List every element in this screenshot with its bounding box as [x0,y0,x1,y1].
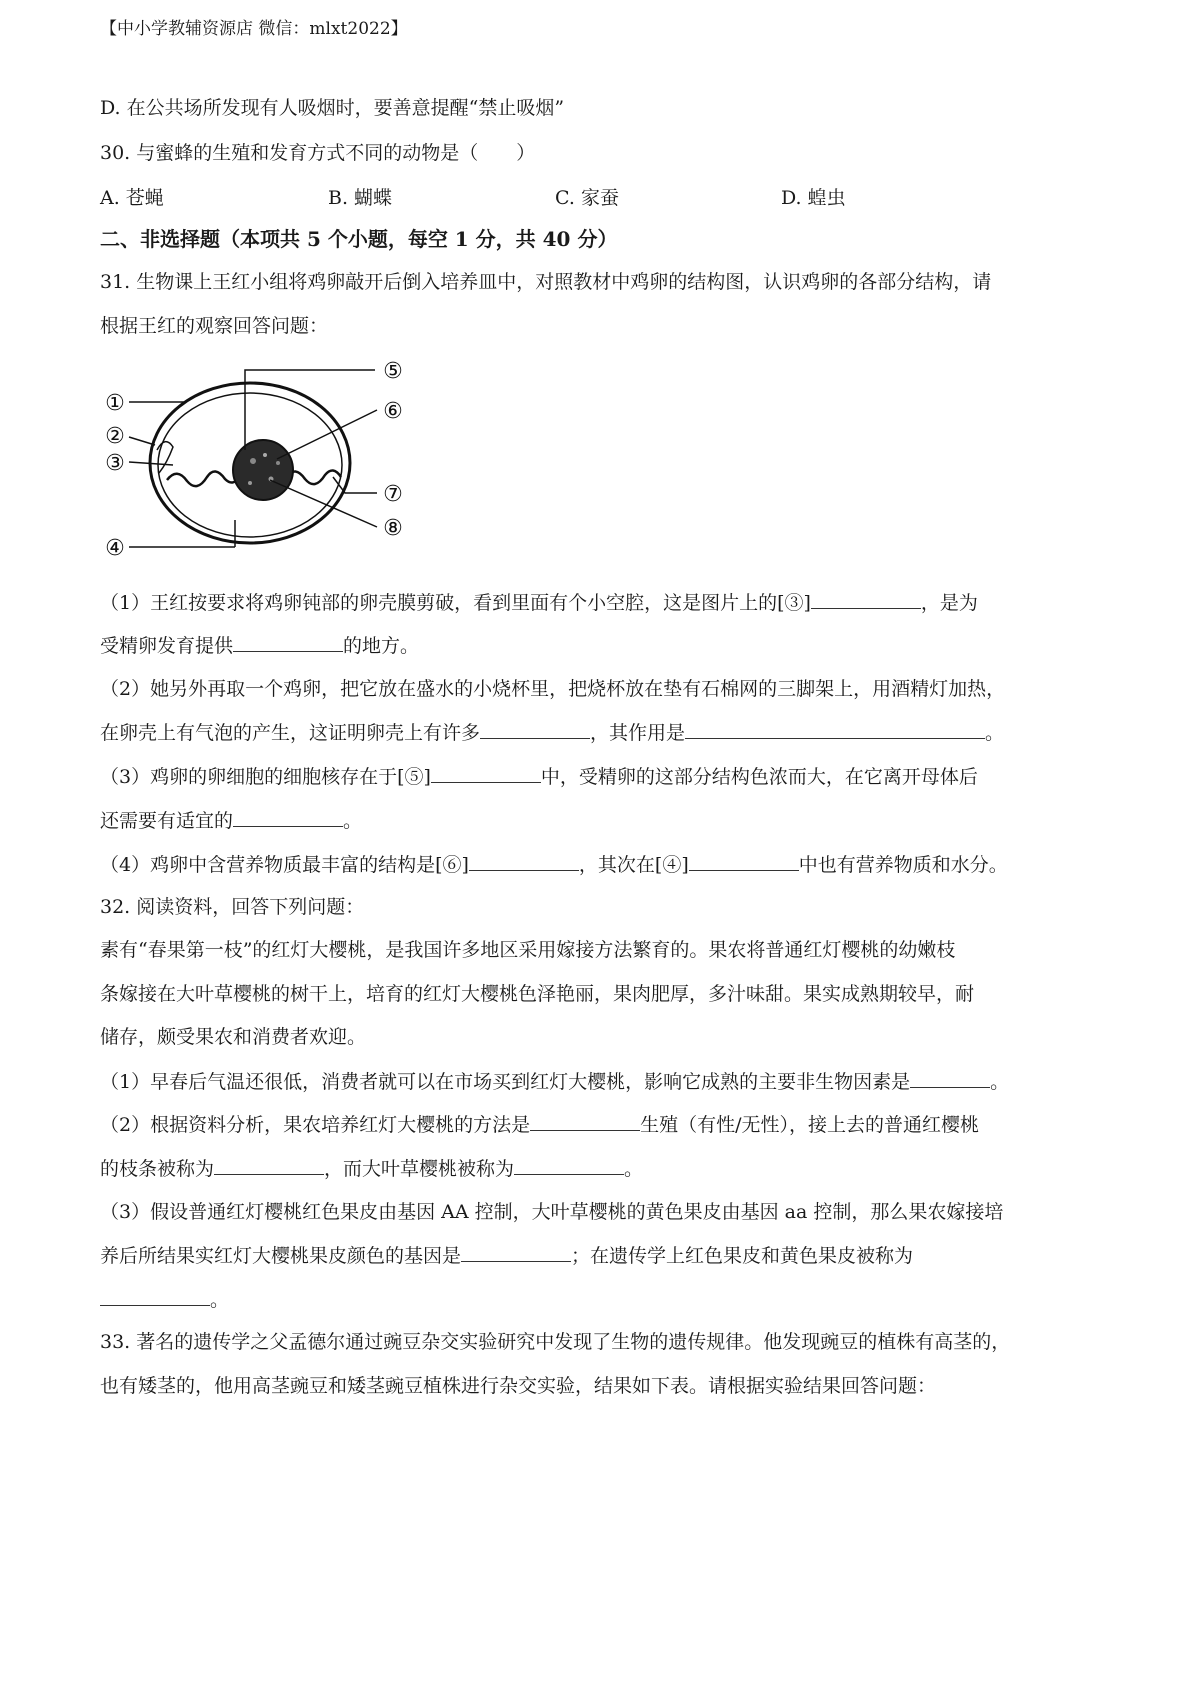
answer-blank[interactable] [689,852,799,871]
answer-blank[interactable] [469,852,579,871]
yolk [233,440,293,500]
label-7: ⑦ [383,482,403,507]
q30-option-d: D. 蝗虫 [781,187,846,209]
label-3: ③ [105,451,125,476]
q31-part2-line1: （2）她另外再取一个鸡卵，把它放在盛水的小烧杯里，把烧杯放在垫有石棉网的三脚架上，用酒精灯加热， [100,678,1006,700]
q32-material-line3: 储存，颇受果农和消费者欢迎。 [100,1026,367,1048]
q32-part3-line3: 。 [100,1287,229,1312]
q30-option-b: B. 蝴蝶 [328,187,393,209]
answer-blank[interactable] [910,1069,990,1088]
answer-blank[interactable] [514,1156,624,1175]
q32-part3-line1: （3）假设普通红灯樱桃红色果皮由基因 AA 控制，大叶草樱桃的黄色果皮由基因 aa 控制，那么果农嫁接培 [100,1201,1004,1223]
answer-blank[interactable] [100,1287,210,1306]
answer-blank[interactable] [214,1156,324,1175]
q31-part1-line2: 受精卵发育提供 的地方。 [100,635,420,657]
q32-material-line2: 条嫁接在大叶草樱桃的树干上，培育的红灯大樱桃色泽艳丽，果肉肥厚，多汁味甜。果实成熟期较早，耐 [100,983,975,1005]
answer-blank[interactable] [480,720,590,739]
q32-part3-line2: 养后所结果实红灯大樱桃果皮颜色的基因是 ；在遗传学上红色果皮和黄色果皮被称为 [100,1245,914,1267]
answer-blank[interactable] [233,633,343,652]
q29-option-d: D. 在公共场所发现有人吸烟时，要善意提醒“禁止吸烟” [100,97,565,119]
q33-line2: 也有矮茎的，他用高茎豌豆和矮茎豌豆植株进行杂交实验，结果如下表。请根据实验结果回答问题： [100,1375,937,1397]
answer-blank[interactable] [233,808,343,827]
label-4: ④ [105,536,125,561]
watermark: 【中小学教辅资源店 微信：mlxt2022】 [100,19,408,39]
section-title: 二、非选择题（本项共 5 个小题，每空 1 分，共 40 分） [100,227,618,251]
q31-part1-line1: （1）王红按要求将鸡卵钝部的卵壳膜剪破，看到里面有个小空腔，这是图片上的[③] ，是为 [100,592,978,614]
q30-option-c: C. 家蚕 [555,187,619,209]
label-8: ⑧ [383,516,403,541]
q32-material-line1: 素有“春果第一枝”的红灯大樱桃，是我国许多地区采用嫁接方法繁育的。果农将普通红灯樱桃的幼嫩枝 [100,939,956,961]
q31-stem-line1: 31. 生物课上王红小组将鸡卵敲开后倒入培养皿中，对照教材中鸡卵的结构图，认识鸡卵的各部分结构，请 [100,271,992,293]
q31-part4: （4）鸡卵中含营养物质最丰富的结构是[⑥] ，其次在[④] 中也有营养物质和水分。 [100,854,1008,876]
q32-part2-line2: 的枝条被称为 ，而大叶草樱桃被称为 。 [100,1158,644,1180]
answer-blank[interactable] [431,764,541,783]
q31-part3-line2: 还需要有适宜的 。 [100,810,363,832]
answer-blank[interactable] [685,720,985,739]
label-2: ② [105,424,125,449]
chalaza-left [167,471,239,486]
q32-part1: （1）早春后气温还很低，消费者就可以在市场买到红灯大樱桃，影响它成熟的主要非生物因素是 。 [100,1071,1010,1093]
egg-structure-diagram [95,355,425,570]
label-5: ⑤ [383,359,403,384]
label-1: ① [105,391,125,416]
q32-part2-line1: （2）根据资料分析，果农培养红灯大樱桃的方法是 生殖（有性/无性），接上去的普通红樱桃 [100,1114,979,1136]
answer-blank[interactable] [811,590,921,609]
label-6: ⑥ [383,399,403,424]
answer-blank[interactable] [461,1243,571,1262]
q30-stem: 30. 与蜜蜂的生殖和发育方式不同的动物是（ ） [100,142,536,164]
q32-stem: 32. 阅读资料，回答下列问题： [100,896,365,918]
q31-stem-line2: 根据王红的观察回答问题： [100,315,329,337]
q33-line1: 33. 著名的遗传学之父孟德尔通过豌豆杂交实验研究中发现了生物的遗传规律。他发现豌豆的植株有高茎的， [100,1331,1011,1353]
air-cell [157,442,173,473]
q31-part2-line2: 在卵壳上有气泡的产生，这证明卵壳上有许多 ，其作用是 。 [100,722,1005,744]
q31-part3-line1: （3）鸡卵的卵细胞的细胞核存在于[⑤] 中，受精卵的这部分结构色浓而大，在它离开母体后 [100,766,978,788]
answer-blank[interactable] [530,1112,640,1131]
q30-option-a: A. 苍蝇 [100,187,164,209]
